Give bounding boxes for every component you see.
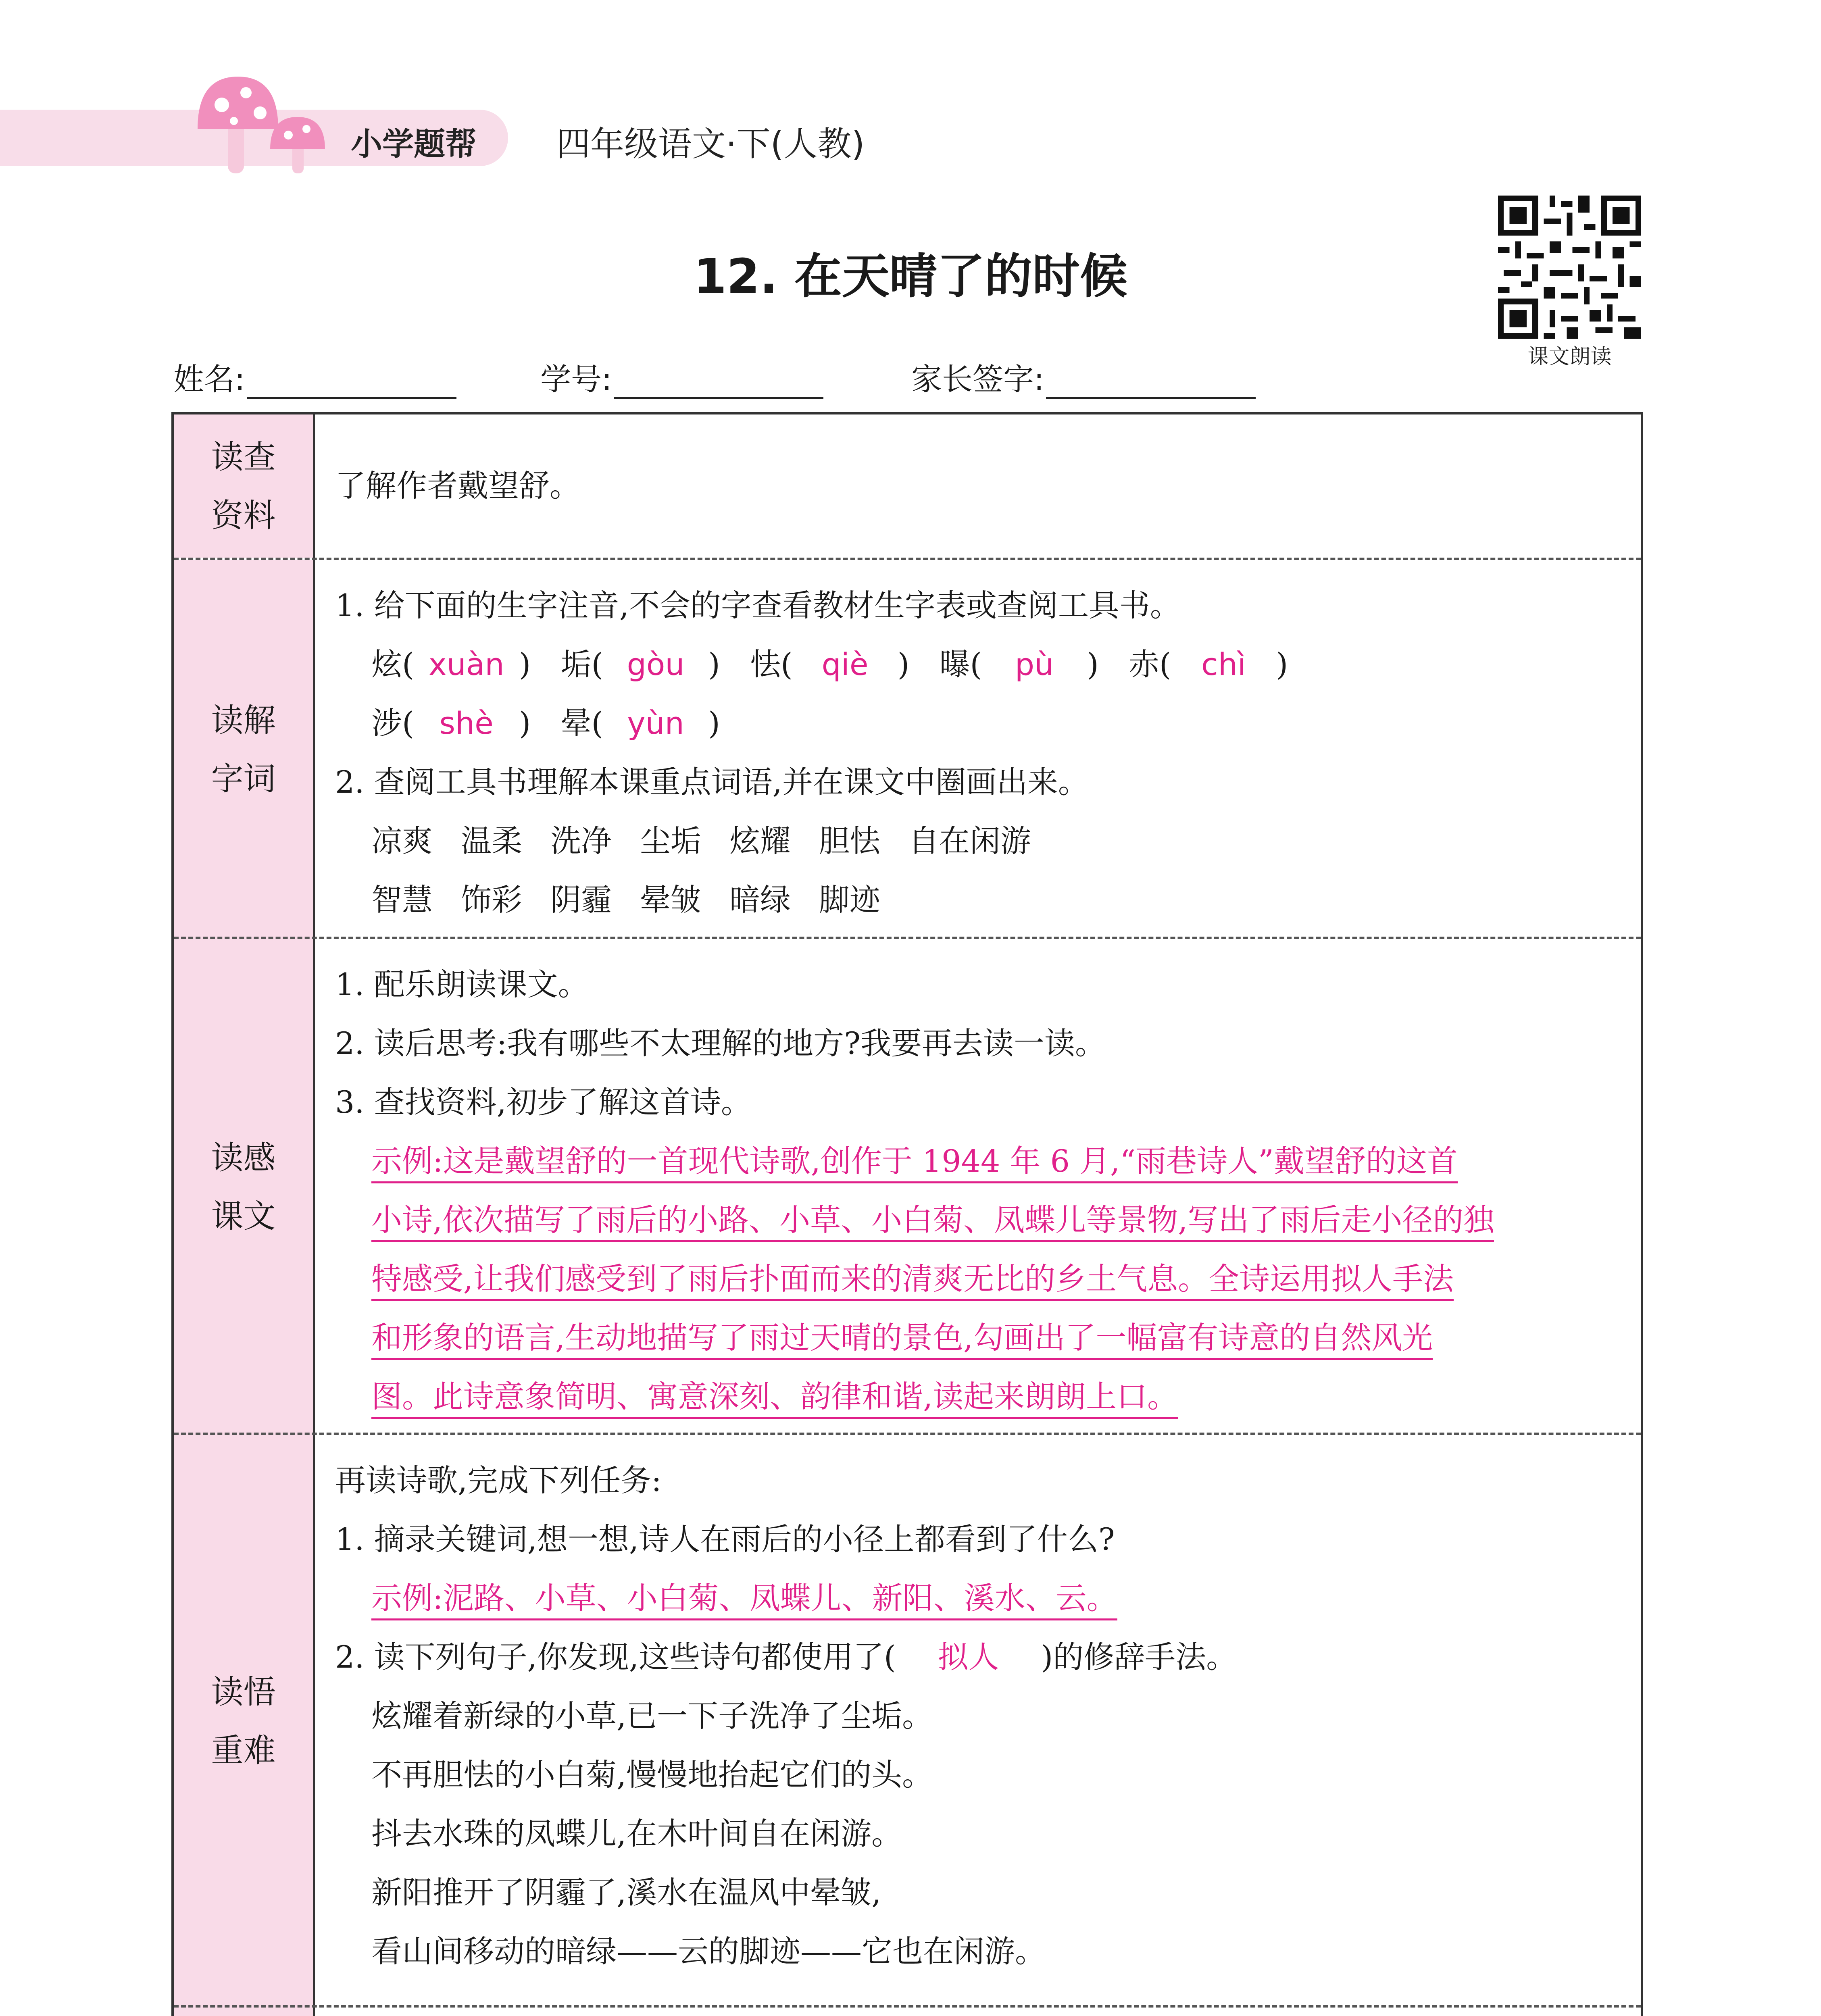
label-line-2: 资料 bbox=[211, 496, 276, 534]
task-intro: 再读诗歌,完成下列任务: bbox=[335, 1462, 662, 1498]
task-question-2: 2. 读下列句子,你发现,这些诗句都使用了( 拟人 )的修辞手法。 bbox=[335, 1628, 1641, 1687]
label-line-2: 重难 bbox=[211, 1732, 276, 1769]
worksheet-table bbox=[171, 412, 1643, 2016]
word-list-1 bbox=[335, 812, 1641, 871]
read-text-item-2: 2. 读后思考:我有哪些不太理解的地方?我要再去读一读。 bbox=[335, 1025, 1106, 1061]
label-line-1: 读悟 bbox=[211, 1673, 276, 1711]
row-methods bbox=[174, 2005, 1641, 2016]
pinyin-item: 怯( qiè ) bbox=[750, 646, 910, 682]
pinyin-item: 垢( gòu ) bbox=[560, 646, 720, 682]
word-item: 尘垢 bbox=[640, 823, 701, 859]
word-item: 炫耀 bbox=[729, 823, 791, 859]
row-content bbox=[315, 939, 1641, 1435]
label-line-1: 读解 bbox=[211, 702, 276, 739]
word-item: 脚迹 bbox=[819, 882, 880, 918]
poem-line: 不再胆怯的小白菊,慢慢地抬起它们的头。 bbox=[371, 1757, 933, 1793]
vocab-question-1: 1. 给下面的生字注音,不会的字查看教材生字表或查阅工具书。 bbox=[335, 587, 1181, 623]
word-item: 温柔 bbox=[461, 823, 522, 859]
word-item: 阴霾 bbox=[550, 882, 612, 918]
pinyin-item: 炫( xuàn ) bbox=[371, 646, 531, 682]
pinyin-row-2 bbox=[335, 694, 1641, 753]
row-label bbox=[174, 2008, 315, 2016]
answer-line: 小诗,依次描写了雨后的小路、小草、小白菊、凤蝶儿等景物,写出了雨后走小径的独 bbox=[335, 1191, 1641, 1250]
row-label bbox=[174, 1435, 315, 2008]
answer-line: 图。此诗意象简明、寓意深刻、韵律和谐,读起来朗朗上口。 bbox=[335, 1367, 1641, 1426]
row-read-materials bbox=[174, 414, 1641, 558]
parent-signature-label: 家长签字: bbox=[911, 361, 1044, 397]
student-id-field[interactable] bbox=[540, 355, 823, 399]
book-title: 四年级语文·下(人教) bbox=[556, 124, 865, 164]
row-content bbox=[315, 1435, 1641, 2008]
row-read-text bbox=[174, 937, 1641, 1435]
label-line-1: 读感 bbox=[211, 1139, 276, 1177]
word-item: 自在闲游 bbox=[908, 823, 1031, 859]
word-item: 凉爽 bbox=[371, 823, 433, 859]
row-label bbox=[174, 414, 315, 558]
task-answer-1: 示例:泥路、小草、小白菊、凤蝶儿、新阳、溪水、云。 bbox=[335, 1569, 1641, 1628]
poem-line: 新阳推开了阴霾了,溪水在温风中晕皱, bbox=[371, 1874, 881, 1910]
answer-line: 示例:这是戴望舒的一首现代诗歌,创作于 1944 年 6 月,“雨巷诗人”戴望舒的这首 bbox=[335, 1132, 1641, 1191]
word-item: 智慧 bbox=[371, 882, 433, 918]
name-field[interactable] bbox=[173, 355, 456, 399]
word-list-2 bbox=[335, 871, 1641, 929]
row-label bbox=[174, 560, 315, 939]
row-vocabulary bbox=[174, 558, 1641, 939]
parent-signature-field[interactable] bbox=[911, 355, 1256, 399]
pinyin-item: 赤( chì ) bbox=[1128, 646, 1288, 682]
poem-line: 炫耀着新绿的小草,已一下子洗净了尘垢。 bbox=[371, 1698, 933, 1734]
brand-name: 小学题帮 bbox=[351, 126, 477, 162]
mushroom-logo-icon bbox=[190, 60, 343, 181]
row-content bbox=[315, 560, 1641, 939]
word-item: 暗绿 bbox=[729, 882, 791, 918]
label-line-2: 字词 bbox=[211, 760, 276, 798]
name-blank[interactable] bbox=[247, 369, 456, 399]
label-line-2: 课文 bbox=[211, 1198, 276, 1235]
answer-line: 特感受,让我们感受到了雨后扑面而来的清爽无比的乡土气息。全诗运用拟人手法 bbox=[335, 1250, 1641, 1308]
vocab-question-2: 2. 查阅工具书理解本课重点词语,并在课文中圈画出来。 bbox=[335, 764, 1089, 800]
answer-line: 和形象的语言,生动地描写了雨过天晴的景色,勾画出了一幅富有诗意的自然风光 bbox=[335, 1308, 1641, 1367]
pinyin-item: 涉( shè ) bbox=[371, 705, 531, 741]
lesson-title: 12. 在天晴了的时候 bbox=[693, 248, 1128, 304]
row-content bbox=[315, 414, 1641, 558]
parent-signature-blank[interactable] bbox=[1046, 369, 1256, 399]
qr-code-icon[interactable] bbox=[1498, 196, 1641, 339]
poem-line: 看山间移动的暗绿——云的脚迹——它也在闲游。 bbox=[371, 1933, 1046, 1969]
pinyin-row-1 bbox=[335, 635, 1641, 694]
word-item: 洗净 bbox=[550, 823, 612, 859]
row-content bbox=[315, 2008, 1641, 2016]
name-label: 姓名: bbox=[173, 361, 245, 397]
row-label bbox=[174, 939, 315, 1435]
student-id-label: 学号: bbox=[540, 361, 612, 397]
label-line-1: 读查 bbox=[211, 438, 276, 476]
poem-line: 抖去水珠的凤蝶儿,在木叶间自在闲游。 bbox=[371, 1816, 902, 1851]
word-item: 胆怯 bbox=[819, 823, 880, 859]
materials-text: 了解作者戴望舒。 bbox=[335, 468, 580, 504]
task-question-1: 1. 摘录关键词,想一想,诗人在雨后的小径上都看到了什么? bbox=[335, 1521, 1115, 1557]
pinyin-item: 晕( yùn ) bbox=[560, 705, 720, 741]
word-item: 晕皱 bbox=[640, 882, 701, 918]
row-key-points bbox=[174, 1433, 1641, 2008]
read-text-item-3: 3. 查找资料,初步了解这首诗。 bbox=[335, 1084, 752, 1120]
pinyin-item: 曝( pù ) bbox=[939, 646, 1099, 682]
rhetoric-answer: 拟人 bbox=[938, 1639, 999, 1675]
qr-label: 课文朗读 bbox=[1527, 345, 1612, 369]
word-item: 饰彩 bbox=[461, 882, 522, 918]
read-text-item-1: 1. 配乐朗读课文。 bbox=[335, 966, 589, 1002]
student-id-blank[interactable] bbox=[614, 369, 823, 399]
